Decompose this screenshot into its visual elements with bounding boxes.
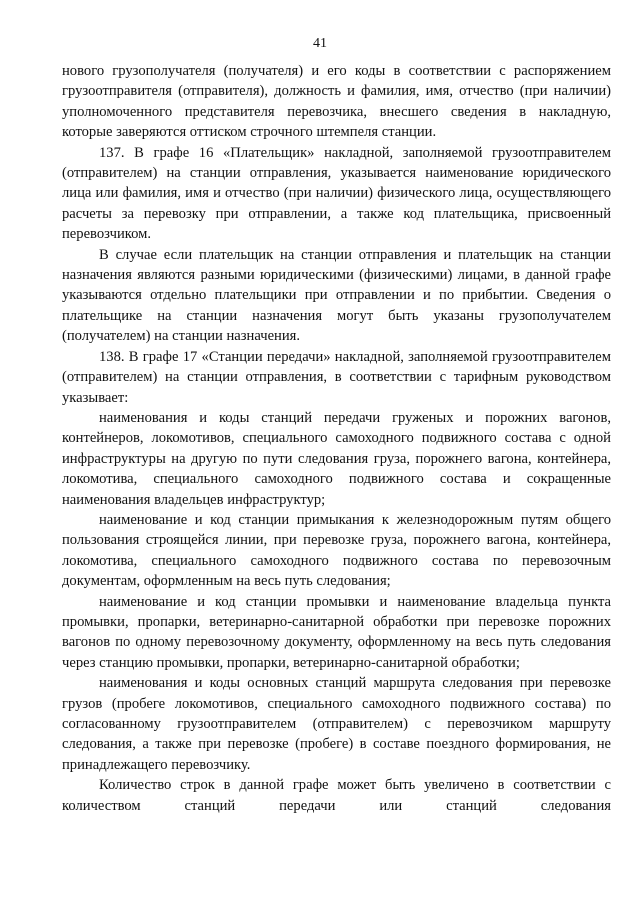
paragraph-washing-station: наименование и код станции промывки и наименование владельца пункта промывки, пропарки, ветеринарно-санитарной обработки при перевозке порожних вагонов по одному перевозочному документу, оформленному на весь путь следования через станцию промывки, пропарки, ветеринарно-санитарной обработки; bbox=[62, 593, 611, 671]
paragraph-item-137: 137. В графе 16 «Плательщик» накладной, заполняемой грузоотправителем (отправителем) на станции отправления, указывается наименование юридического лица или фамилия, имя и отчество (при наличии) физического лица, осуществляющего расчеты за перевозку при отправлении, а также код плательщика, присвоенный перевозчиком. bbox=[62, 144, 611, 243]
paragraph-rows-count: Количество строк в данной графе может быть увеличено в соответствии с количеством станций передачи или станций следования bbox=[62, 777, 611, 814]
paragraph-junction-station: наименование и код станции примыкания к железнодорожным путям общего пользования строящейся линии, при перевозке груза, порожнего вагона, контейнера, локомотива, специального самоходного подвижного состава по перевозочным документам, оформленным на весь путь следования; bbox=[62, 511, 611, 590]
page-number: 41 bbox=[313, 36, 327, 51]
paragraph-transfer-stations: наименования и коды станций передачи груженых и порожних вагонов, контейнеров, локомотивов, специального самоходного подвижного состава с одной инфраструктуры на другую по пути следования груза, порожнего вагона, контейнера, локомотива, специального самоходного подвижного состава и сокращенные наименования владельцев инфраструктур; bbox=[62, 409, 611, 508]
paragraph-route-stations: наименования и коды основных станций маршрута следования при перевозке грузов (пробеге локомотивов, специального самоходного подвижного состава) по согласованному грузоотправителем (отправителем) с перевозчиком маршруту следования, а также при перевозке (пробеге) в составе поездного формирования, не принадлежащего перевозчику. bbox=[62, 675, 611, 773]
document-body bbox=[62, 61, 611, 816]
paragraph-continuation: нового грузополучателя (получателя) и его коды в соответствии с распоряжением грузоотправителя (отправителя), должность и фамилия, имя, отчество (при наличии) уполномоченного представителя перевозчика, внесшего сведения в накладную, которые заверяются оттиском строчного штемпеля станции. bbox=[62, 63, 611, 141]
paragraph-item-138: 138. В графе 17 «Станции передачи» накладной, заполняемой грузоотправителем (отправителем) на станции отправления, в соответствии с тарифным руководством указывает: bbox=[62, 348, 611, 406]
paragraph-payer-case: В случае если плательщик на станции отправления и плательщик на станции назначения являются разными юридическими (физическими) лицами, в данной графе указываются отдельно плательщики при отправлении и по прибытии. Сведения о плательщике на станции назначения могут быть указаны грузополучателем (получателем) на станции назначения. bbox=[62, 246, 611, 345]
